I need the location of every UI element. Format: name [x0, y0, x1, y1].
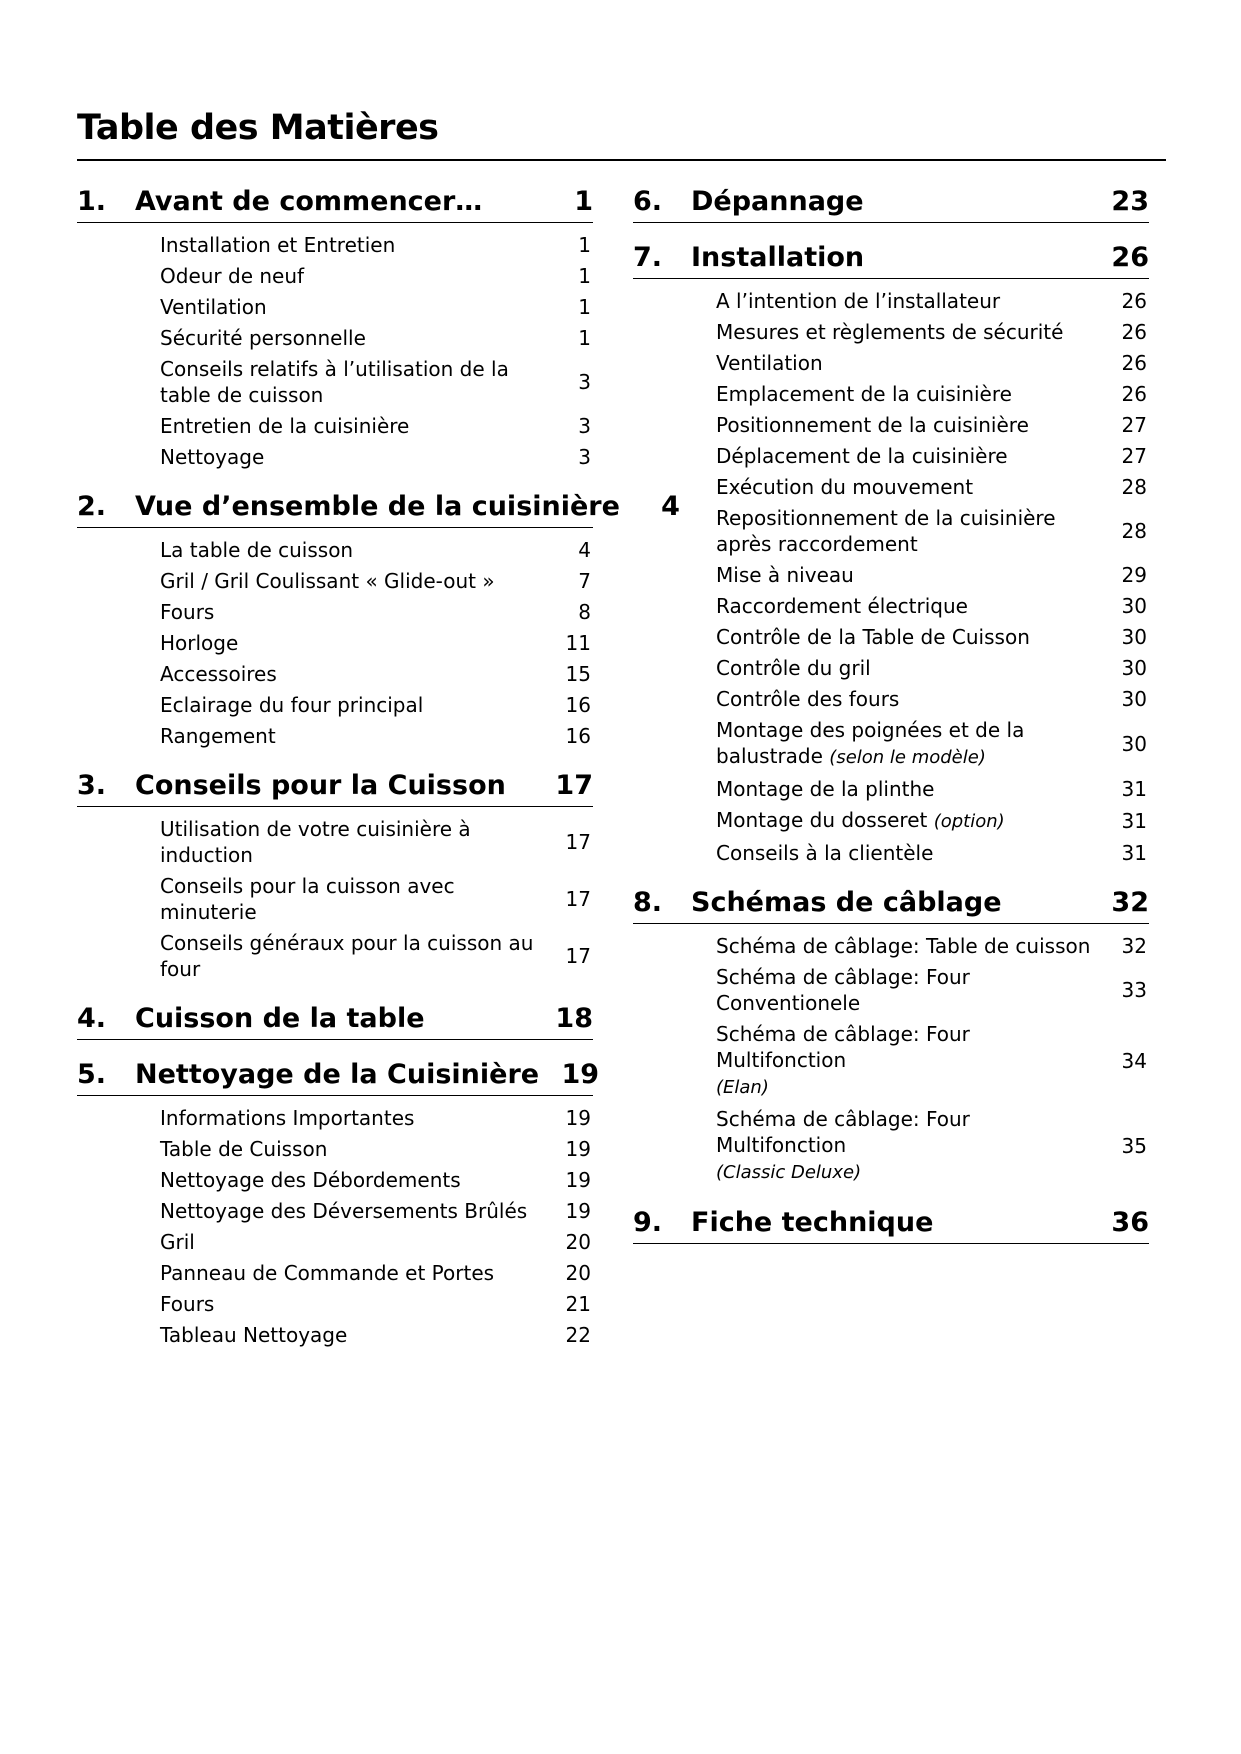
toc-entry-text: Utilisation de votre cuisinière à induction — [160, 816, 471, 867]
toc-entry-text: Conseils à la clientèle — [716, 840, 934, 865]
toc-entry[interactable] — [633, 347, 1149, 378]
toc-entry-label — [633, 412, 1107, 438]
toc-entry-page: 1 — [578, 263, 591, 288]
toc-entry-page: 26 — [1121, 381, 1147, 406]
section-heading[interactable] — [77, 994, 593, 1040]
title-rule — [77, 159, 1166, 161]
toc-entry-label — [633, 655, 1107, 681]
toc-entry-label — [633, 717, 1107, 771]
toc-entry-page: 19 — [565, 1105, 591, 1130]
toc-entry-text: A l’intention de l’installateur — [716, 288, 1001, 313]
subsection-list — [77, 528, 593, 761]
toc-entry[interactable] — [633, 471, 1149, 502]
toc-entry[interactable] — [633, 409, 1149, 440]
toc-entry[interactable] — [77, 658, 593, 689]
toc-entry-label — [633, 350, 1107, 376]
toc-entry-text: Informations Importantes — [160, 1105, 415, 1130]
section-title: Vue d’ensemble de la cuisinière — [135, 491, 620, 522]
section-heading[interactable] — [77, 761, 593, 807]
subsection-list — [77, 807, 593, 994]
toc-entry-text: Conseils pour la cuisson avec minuterie — [160, 873, 455, 924]
toc-entry-text: Exécution du mouvement — [716, 474, 974, 499]
toc-entry[interactable] — [633, 837, 1149, 868]
section-page: 17 — [555, 770, 593, 801]
toc-entry-label — [77, 816, 551, 868]
toc-entry-label — [77, 294, 551, 320]
toc-entry-text: Accessoires — [160, 661, 277, 686]
toc-entry[interactable] — [77, 1195, 593, 1226]
toc-entry-text: Contrôle de la Table de Cuisson — [716, 624, 1030, 649]
section-heading[interactable] — [633, 878, 1149, 924]
toc-entry-text: Schéma de câblage: Four Multifonction — [716, 1021, 970, 1072]
toc-entry[interactable] — [633, 440, 1149, 471]
subsection-list — [633, 279, 1149, 878]
toc-entry-label — [633, 443, 1107, 469]
toc-entry-page: 17 — [565, 943, 591, 968]
toc-entry-label — [633, 840, 1107, 866]
toc-entry-label — [77, 1136, 551, 1162]
toc-entry-page: 29 — [1121, 562, 1147, 587]
toc-entry-text: Mesures et règlements de sécurité — [716, 319, 1064, 344]
toc-right-column — [633, 177, 1149, 1254]
toc-entry-text: Déplacement de la cuisinière — [716, 443, 1008, 468]
toc-entry-text: Positionnement de la cuisinière — [716, 412, 1029, 437]
toc-entry[interactable] — [77, 565, 593, 596]
section-number: 8. — [633, 887, 663, 918]
section-heading[interactable] — [77, 482, 680, 528]
toc-entry[interactable] — [77, 353, 593, 410]
toc-entry-page: 21 — [565, 1291, 591, 1316]
toc-entry-text: Eclairage du four principal — [160, 692, 424, 717]
toc-entry-text: Montage du dosseret — [716, 807, 928, 832]
page-title: Table des Matières — [77, 108, 439, 148]
toc-entry-page: 1 — [578, 232, 591, 257]
toc-entry-text: Emplacement de la cuisinière — [716, 381, 1012, 406]
toc-entry-page: 33 — [1121, 977, 1147, 1002]
toc-entry-page: 1 — [578, 294, 591, 319]
toc-entry[interactable] — [77, 1257, 593, 1288]
toc-entry-label — [633, 319, 1107, 345]
toc-entry-label — [77, 232, 551, 258]
toc-entry-text: Gril / Gril Coulissant « Glide-out » — [160, 568, 495, 593]
toc-entry-text: Ventilation — [716, 350, 823, 375]
toc-entry-text: Schéma de câblage: Four Multifonction — [716, 1106, 970, 1157]
subsection-list — [633, 924, 1149, 1198]
toc-entry[interactable] — [633, 502, 1149, 559]
toc-entry-page: 11 — [565, 630, 591, 655]
toc-entry-label — [633, 964, 1107, 1016]
section-heading[interactable] — [633, 177, 1149, 223]
toc-entry-page: 26 — [1121, 350, 1147, 375]
toc-entry[interactable] — [633, 285, 1149, 316]
toc-entry-text: Fours — [160, 1291, 215, 1316]
section-title: Dépannage — [691, 186, 864, 217]
toc-entry-page: 15 — [565, 661, 591, 686]
toc-entry-page: 20 — [565, 1260, 591, 1285]
toc-entry[interactable] — [633, 1018, 1149, 1103]
section-number: 2. — [77, 491, 107, 522]
toc-entry[interactable] — [77, 720, 593, 751]
toc-entry-label — [633, 807, 1107, 835]
toc-entry-label — [77, 263, 551, 289]
toc-entry[interactable] — [77, 441, 593, 472]
toc-entry-note: (Classic Deluxe) — [716, 1161, 862, 1183]
toc-entry-text: Conseils généraux pour la cuisson au four — [160, 930, 534, 981]
toc-entry-label — [77, 1229, 551, 1255]
toc-entry-page: 32 — [1121, 933, 1147, 958]
toc-entry-text: Tableau Nettoyage — [160, 1322, 348, 1347]
toc-entry-label — [77, 661, 551, 687]
toc-entry-page: 3 — [578, 444, 591, 469]
section-page: 26 — [1111, 242, 1149, 273]
subsection-list — [77, 1096, 593, 1360]
section-spacer — [633, 223, 1149, 233]
toc-entry-page: 26 — [1121, 288, 1147, 313]
toc-entry[interactable] — [77, 1226, 593, 1257]
toc-entry-page: 19 — [565, 1198, 591, 1223]
toc-entry-page: 19 — [565, 1167, 591, 1192]
toc-entry-label — [77, 356, 551, 408]
toc-entry-page: 27 — [1121, 443, 1147, 468]
toc-entry-note: (Elan) — [716, 1076, 769, 1098]
toc-entry[interactable] — [633, 683, 1149, 714]
toc-entry[interactable] — [77, 410, 593, 441]
section-page: 19 — [561, 1059, 600, 1090]
toc-entry-label — [77, 444, 551, 470]
toc-entry-label — [77, 873, 551, 925]
toc-left-column — [77, 177, 680, 1360]
section-heading[interactable] — [633, 233, 1149, 279]
toc-entry-page: 16 — [565, 692, 591, 717]
toc-entry-label — [77, 630, 551, 656]
section-spacer — [77, 1040, 593, 1050]
toc-entry-page: 7 — [578, 568, 591, 593]
toc-entry-text: La table de cuisson — [160, 537, 354, 562]
toc-entry[interactable] — [77, 927, 593, 984]
section-number: 5. — [77, 1059, 107, 1090]
toc-entry[interactable] — [633, 378, 1149, 409]
section-title: Nettoyage de la Cuisinière — [135, 1059, 540, 1090]
toc-entry-label — [77, 692, 551, 718]
toc-entry[interactable] — [77, 1319, 593, 1350]
section-page: 18 — [555, 1003, 593, 1034]
toc-entry-text: Nettoyage des Débordements — [160, 1167, 461, 1192]
section-heading[interactable] — [633, 1198, 1149, 1244]
section-title: Cuisson de la table — [135, 1003, 425, 1034]
toc-entry-text: Gril — [160, 1229, 195, 1254]
toc-entry-note: (selon le modèle) — [829, 746, 986, 768]
toc-entry-text: Raccordement électrique — [716, 593, 968, 618]
toc-entry-page: 20 — [565, 1229, 591, 1254]
section-number: 4. — [77, 1003, 107, 1034]
toc-entry-page: 22 — [565, 1322, 591, 1347]
section-title: Schémas de câblage — [691, 887, 1002, 918]
toc-entry-page: 1 — [578, 325, 591, 350]
section-page: 32 — [1111, 887, 1149, 918]
toc-entry-text: Horloge — [160, 630, 239, 655]
section-page: 1 — [574, 186, 593, 217]
toc-entry-label — [77, 1291, 551, 1317]
section-page: 36 — [1111, 1207, 1149, 1238]
toc-entry-page: 28 — [1121, 518, 1147, 543]
toc-entry[interactable] — [633, 621, 1149, 652]
toc-entry[interactable] — [77, 813, 593, 870]
toc-entry-text: Odeur de neuf — [160, 263, 305, 288]
toc-entry-text: Installation et Entretien — [160, 232, 396, 257]
toc-entry-text: Rangement — [160, 723, 276, 748]
toc-entry[interactable] — [77, 291, 593, 322]
toc-entry-text: Table de Cuisson — [160, 1136, 328, 1161]
toc-entry[interactable] — [633, 773, 1149, 804]
toc-entry-label — [77, 325, 551, 351]
toc-entry-note: (option) — [933, 810, 1005, 832]
toc-entry-page: 35 — [1121, 1133, 1147, 1158]
section-heading[interactable] — [77, 177, 593, 223]
toc-entry-text: Nettoyage des Déversements Brûlés — [160, 1198, 528, 1223]
toc-entry[interactable] — [633, 559, 1149, 590]
toc-entry-text: Entretien de la cuisinière — [160, 413, 410, 438]
toc-entry[interactable] — [633, 961, 1149, 1018]
toc-entry-page: 31 — [1121, 840, 1147, 865]
toc-entry-page: 4 — [578, 537, 591, 562]
toc-entry[interactable] — [77, 322, 593, 353]
toc-entry-text: Conseils relatifs à l’utilisation de la table de cuisson — [160, 356, 509, 407]
toc-entry-label — [633, 505, 1107, 557]
toc-entry-label — [633, 624, 1107, 650]
toc-entry-label — [77, 568, 551, 594]
toc-entry[interactable] — [77, 870, 593, 927]
toc-entry-page: 17 — [565, 829, 591, 854]
toc-entry[interactable] — [77, 260, 593, 291]
toc-entry-label — [633, 474, 1107, 500]
toc-entry-text: Sécurité personnelle — [160, 325, 366, 350]
section-title: Installation — [691, 242, 865, 273]
toc-entry-text: Montage des poignées et de la balustrade — [716, 717, 1025, 768]
toc-entry-label — [77, 413, 551, 439]
toc-entry-label — [77, 1198, 551, 1224]
toc-entry[interactable] — [633, 804, 1149, 837]
toc-entry-label — [633, 686, 1107, 712]
toc-entry[interactable] — [77, 534, 593, 565]
section-title: Fiche technique — [691, 1207, 934, 1238]
toc-entry-page: 19 — [565, 1136, 591, 1161]
toc-entry-page: 27 — [1121, 412, 1147, 437]
toc-entry[interactable] — [77, 1288, 593, 1319]
toc-entry[interactable] — [77, 627, 593, 658]
section-number: 9. — [633, 1207, 663, 1238]
toc-entry-label — [77, 1167, 551, 1193]
toc-entry-page: 8 — [578, 599, 591, 624]
toc-entry-page: 28 — [1121, 474, 1147, 499]
section-number: 7. — [633, 242, 663, 273]
toc-entry-label — [633, 1106, 1107, 1186]
toc-entry[interactable] — [77, 1133, 593, 1164]
toc-entry-text: Schéma de câblage: Table de cuisson — [716, 933, 1091, 958]
toc-entry-text: Repositionnement de la cuisinière après raccordement — [716, 505, 1056, 556]
toc-entry-label — [633, 1021, 1107, 1101]
toc-entry[interactable] — [77, 689, 593, 720]
toc-entry-page: 16 — [565, 723, 591, 748]
toc-entry-page: 30 — [1121, 655, 1147, 680]
toc-entry-label — [633, 593, 1107, 619]
toc-entry-page: 34 — [1121, 1048, 1147, 1073]
toc-entry-text: Montage de la plinthe — [716, 776, 935, 801]
toc-entry-page: 30 — [1121, 686, 1147, 711]
toc-entry[interactable] — [77, 1164, 593, 1195]
section-heading[interactable] — [77, 1050, 600, 1096]
toc-entry-text: Mise à niveau — [716, 562, 854, 587]
toc-entry-text: Contrôle du gril — [716, 655, 871, 680]
section-spacer — [633, 1244, 1149, 1254]
toc-entry-page: 26 — [1121, 319, 1147, 344]
toc-entry-page: 30 — [1121, 593, 1147, 618]
toc-entry-page: 30 — [1121, 624, 1147, 649]
toc-entry-label — [633, 381, 1107, 407]
toc-entry-label — [633, 776, 1107, 802]
toc-entry-label — [77, 599, 551, 625]
toc-entry-text: Schéma de câblage: Four Conventionele — [716, 964, 970, 1015]
toc-entry-label — [77, 723, 551, 749]
toc-entry[interactable] — [633, 1103, 1149, 1188]
toc-entry-label — [633, 288, 1107, 314]
section-title: Avant de commencer… — [135, 186, 483, 217]
toc-entry-label — [77, 1105, 551, 1131]
toc-entry-text: Nettoyage — [160, 444, 265, 469]
section-page: 4 — [661, 491, 680, 522]
toc-entry[interactable] — [77, 596, 593, 627]
toc-entry-page: 31 — [1121, 776, 1147, 801]
section-number: 3. — [77, 770, 107, 801]
toc-entry[interactable] — [633, 714, 1149, 773]
toc-entry-page: 17 — [565, 886, 591, 911]
toc-entry-page: 3 — [578, 369, 591, 394]
toc-entry[interactable] — [633, 316, 1149, 347]
toc-entry-label — [77, 1322, 551, 1348]
section-number: 1. — [77, 186, 107, 217]
toc-entry-label — [633, 562, 1107, 588]
section-title: Conseils pour la Cuisson — [135, 770, 506, 801]
section-page: 23 — [1111, 186, 1149, 217]
toc-entry-label — [77, 537, 551, 563]
toc-entry-label — [633, 933, 1107, 959]
toc-entry-page: 31 — [1121, 808, 1147, 833]
toc-entry-label — [77, 930, 551, 982]
toc-entry-text: Ventilation — [160, 294, 267, 319]
section-number: 6. — [633, 186, 663, 217]
toc-entry[interactable] — [77, 1102, 593, 1133]
toc-entry-page: 30 — [1121, 731, 1147, 756]
subsection-list — [77, 223, 593, 482]
toc-entry-text: Fours — [160, 599, 215, 624]
toc-entry[interactable] — [633, 590, 1149, 621]
toc-entry[interactable] — [77, 229, 593, 260]
toc-entry-text: Contrôle des fours — [716, 686, 900, 711]
toc-entry[interactable] — [633, 652, 1149, 683]
toc-entry[interactable] — [633, 930, 1149, 961]
toc-entry-text: Panneau de Commande et Portes — [160, 1260, 495, 1285]
toc-entry-label — [77, 1260, 551, 1286]
toc-entry-page: 3 — [578, 413, 591, 438]
